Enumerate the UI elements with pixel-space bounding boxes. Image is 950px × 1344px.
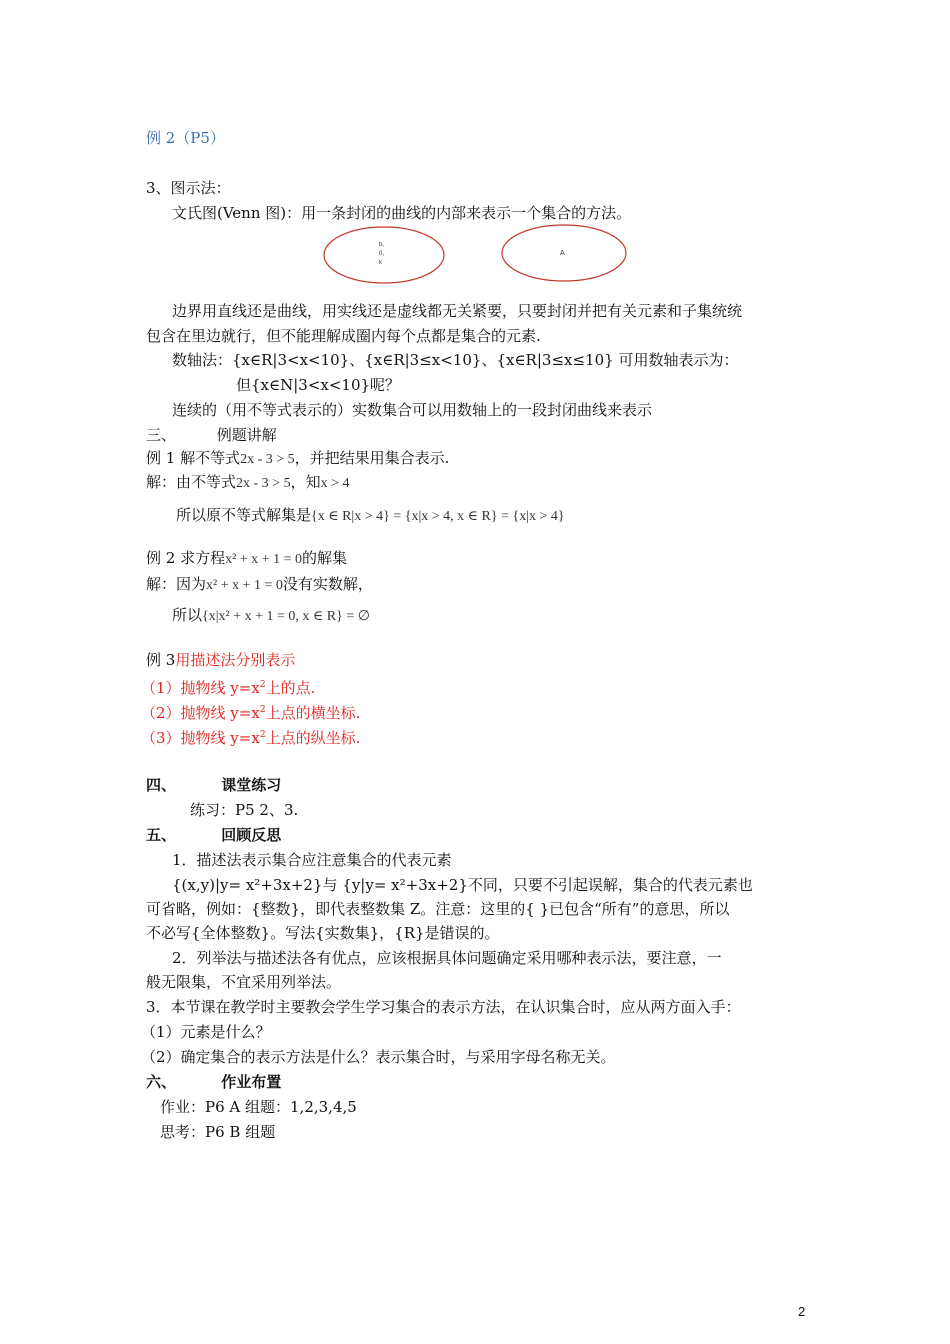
continuous-line: 连续的（用不等式表示的）实数集合可以用数轴上的一段封闭曲线来表示 bbox=[172, 401, 653, 419]
ex2-q-prefix: 例 2 求方程 bbox=[146, 549, 226, 567]
venn1-label-1: b, bbox=[379, 242, 385, 248]
ex1-q-math: 2x - 3 > 5 bbox=[240, 452, 295, 467]
venn1-label-3: k bbox=[379, 260, 382, 266]
ex3-item-1-sup: 2 bbox=[259, 680, 266, 690]
page-number: 2 bbox=[798, 1304, 806, 1319]
reflect-1-line-1: {(x,y)|y= x²+3x+2}与 {y|y= x²+3x+2}不同，只要不引起误解，集合的代表元素也 bbox=[172, 876, 753, 894]
practice-line: 练习：P5 2、3. bbox=[190, 801, 299, 819]
section-three-heading bbox=[146, 425, 277, 445]
reflect-3-item-2: （2）确定集合的表示方法是什么？表示集合时，与采用字母名称无关。 bbox=[141, 1048, 616, 1066]
boundary-line-1: 边界用直线还是曲线，用实线还是虚线都无关紧要，只要封闭并把有关元素和子集统统 bbox=[172, 302, 743, 320]
ex1-s-math-2: x > 4 bbox=[320, 476, 350, 491]
section-four-heading bbox=[146, 775, 281, 795]
venn2-label: A bbox=[560, 250, 565, 257]
ex3-label: 例 3 bbox=[146, 651, 176, 669]
ex1-set-math: {x ∈ R|x > 4} = {x|x > 4, x ∈ R} = {x|x > 4} bbox=[311, 509, 565, 524]
venn-diagrams bbox=[322, 224, 628, 286]
section-five-heading bbox=[146, 825, 281, 845]
section-four-title: 课堂练习 bbox=[221, 776, 282, 794]
example-1-question bbox=[146, 448, 449, 470]
ex2-set-math: {x|x² + x + 1 = 0, x ∈ R} = ∅ bbox=[202, 609, 370, 624]
numberline-line: 数轴法：{x∈R|3<x<10}、{x∈R|3≤x<10}、{x∈R|3≤x≤10} 可用数轴表示为： bbox=[172, 351, 739, 369]
ex2-s-prefix: 解：因为 bbox=[146, 575, 207, 593]
ex2-s-suffix: 没有实数解， bbox=[282, 575, 373, 593]
ex3-item-2-pre: （2）抛物线 y=x bbox=[141, 704, 260, 722]
boundary-line-2: 包含在里边就行，但不能理解成圈内每个点都是集合的元素. bbox=[146, 327, 541, 345]
example-1-set bbox=[176, 505, 565, 527]
ex1-s-prefix: 解：由不等式 bbox=[146, 473, 237, 491]
ex3-item-3-post: 上点的纵坐标. bbox=[265, 729, 361, 747]
ex3-title: 用描述法分别表示 bbox=[175, 651, 296, 669]
reflect-1-line-2: 可省略，例如：{整数}，即代表整数集 Z。注意：这里的{ }已包含“所有”的意思，所以 bbox=[146, 900, 730, 918]
ex3-item-1-pre: （1）抛物线 y=x bbox=[141, 679, 260, 697]
section-five-title: 回顾反思 bbox=[221, 826, 282, 844]
section-six-title: 作业布置 bbox=[221, 1073, 282, 1091]
section-four-num: 四、 bbox=[146, 776, 177, 794]
ex3-item-3-pre: （3）抛物线 y=x bbox=[141, 729, 260, 747]
ex1-q-prefix: 例 1 解不等式 bbox=[146, 449, 241, 467]
ex1-q-suffix: ，并把结果用集合表示. bbox=[294, 449, 450, 467]
section-three-num: 三、 bbox=[146, 426, 177, 444]
ex3-item-1 bbox=[141, 675, 315, 698]
ex3-item-2 bbox=[141, 700, 360, 723]
reflect-1-title: 1．描述法表示集合应注意集合的代表元素 bbox=[172, 851, 452, 869]
example-3-heading bbox=[146, 650, 295, 670]
example-2-question bbox=[146, 548, 347, 570]
ex2-set-prefix: 所以 bbox=[172, 606, 203, 624]
thinking-line: 思考：P6 B 组题 bbox=[160, 1123, 276, 1141]
reflect-1-line-3: 不必写{全体整数}。写法{实数集}，{R}是错误的。 bbox=[146, 924, 500, 942]
section-3-title: 3、图示法： bbox=[146, 179, 231, 197]
example-1-solution bbox=[146, 472, 350, 494]
ex2-q-suffix: 的解集 bbox=[301, 549, 347, 567]
ex3-item-1-post: 上的点. bbox=[265, 679, 316, 697]
example-ref-heading: 例 2（P5） bbox=[146, 129, 225, 147]
example-2-set bbox=[172, 605, 370, 627]
reflect-3-item-1: （1）元素是什么？ bbox=[141, 1023, 271, 1041]
reflect-2-line-2: 般无限集，不宜采用列举法。 bbox=[146, 973, 342, 991]
section-six-num: 六、 bbox=[146, 1073, 177, 1091]
venn-intro: 文氏图(Venn 图)：用一条封闭的曲线的内部来表示一个集合的方法。 bbox=[172, 204, 632, 222]
example-2-solution bbox=[146, 574, 373, 596]
section-six-heading bbox=[146, 1072, 281, 1092]
homework-line: 作业：P6 A 组题：1,2,3,4,5 bbox=[160, 1098, 357, 1116]
section-five-num: 五、 bbox=[146, 826, 177, 844]
ex3-item-3 bbox=[141, 725, 360, 748]
section-three-title: 例题讲解 bbox=[216, 426, 277, 444]
reflect-2-line-1: 2．列举法与描述法各有优点，应该根据具体问题确定采用哪种表示法，要注意，一 bbox=[172, 949, 722, 967]
reflect-3-line-1: 3．本节课在教学时主要教会学生学习集合的表示方法，在认识集合时，应从两方面入手： bbox=[146, 998, 741, 1016]
ex1-set-prefix: 所以原不等式解集是 bbox=[176, 506, 312, 524]
ex3-item-2-post: 上点的横坐标. bbox=[265, 704, 361, 722]
ex2-q-math: x² + x + 1 = 0 bbox=[225, 552, 302, 567]
ex2-s-math: x² + x + 1 = 0 bbox=[206, 578, 283, 593]
ex1-s-mid: ，知 bbox=[290, 473, 321, 491]
venn1-label-2: 0, bbox=[379, 251, 385, 257]
numberline-question: 但{x∈N|3<x<10}呢？ bbox=[236, 376, 401, 394]
ex3-item-2-sup: 2 bbox=[259, 705, 266, 715]
ex1-s-math-1: 2x - 3 > 5 bbox=[236, 476, 291, 491]
ex3-item-3-sup: 2 bbox=[259, 730, 266, 740]
